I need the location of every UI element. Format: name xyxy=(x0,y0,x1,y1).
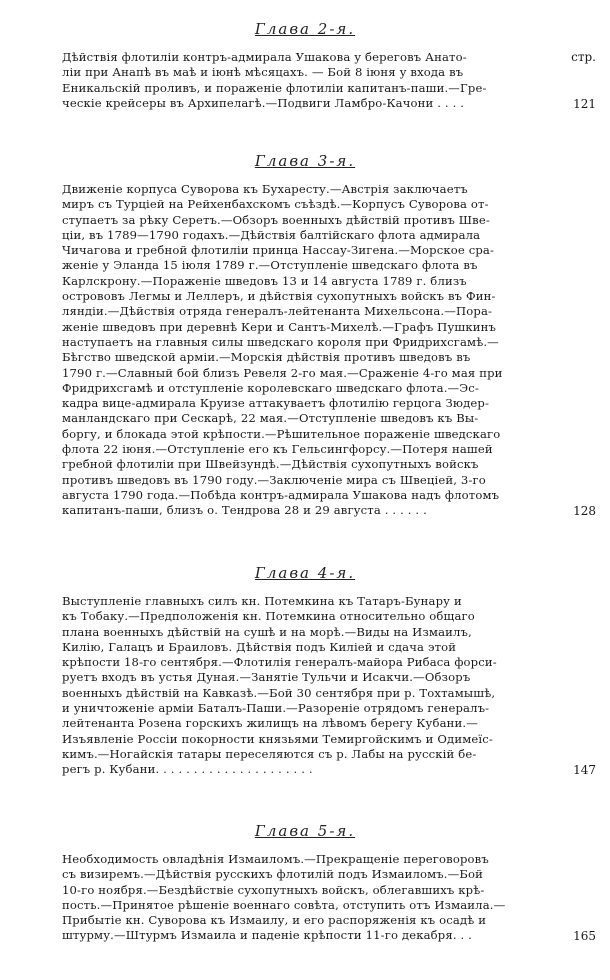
summary-line: манландскаго при Сескарѣ, 22 мая.—Отступленіе шведовъ къ Вы- xyxy=(62,411,479,426)
summary-line: военныхъ дѣйствій на Кавказѣ.—Бой 30 сентября при р. Тохтамышѣ, xyxy=(62,685,496,700)
page-number: 147 xyxy=(573,763,596,777)
summary-line: гребной флотиліи при Швейзундѣ.—Дѣйствія сухопутныхъ войскъ xyxy=(62,457,479,472)
summary-line: боргу, и блокада этой крѣпости.—Рѣшительное пораженіе шведскаго xyxy=(62,426,501,441)
summary-line: и уничтоженіе арміи Баталъ-Паши.—Разореніе отрядомъ генералъ- xyxy=(62,701,490,716)
summary-line: лейтенанта Розена горскихъ жилищъ на лѣвомъ берегу Кубани.— xyxy=(62,716,479,731)
chapter-3 xyxy=(0,152,610,519)
chapter-4 xyxy=(0,564,610,778)
summary-line: Выступленіе главныхъ силъ кн. Потемкина къ Татаръ-Бунару и xyxy=(62,594,462,608)
summary-line: крѣпости 18-го сентября.—Флотилія генералъ-майора Рибаса форси- xyxy=(62,655,497,670)
chapter-heading: Глава 2-я. xyxy=(254,20,356,38)
page-column-label: стр. xyxy=(571,50,596,64)
summary-line: женіе у Эланда 15 іюля 1789 г.—Отступленіе шведскаго флота въ xyxy=(62,258,478,273)
summary-line: руетъ входъ въ устья Дуная.—Занятіе Тульчи и Исакчи.—Обзоръ xyxy=(62,670,471,685)
summary-line: кимъ.—Ногайскія татары переселяются съ р. Лабы на русскій бе- xyxy=(62,746,477,761)
summary-line: штурму.—Штурмъ Измаила и паденіе крѣпости 11-го декабря. . . xyxy=(62,928,473,943)
summary-line: ліи при Анапѣ въ маѣ и іюнѣ мѣсяцахъ. — Бой 8 іюня у входа въ xyxy=(62,65,464,80)
summary-line: Движеніе корпуса Суворова къ Бухаресту.—Австрія заключаетъ xyxy=(62,182,468,196)
summary-line: Карлскрону.—Пораженіе шведовъ 13 и 14 августа 1789 г. близъ xyxy=(62,273,467,288)
chapter-summary xyxy=(0,50,610,111)
summary-line: регъ р. Кубани. . . . . . . . . . . . . . . . . . . . . xyxy=(62,762,313,777)
summary-line: съ визиремъ.—Дѣйствія русскихъ флотилій подъ Измаиломъ.—Бой xyxy=(62,867,484,882)
summary-text xyxy=(62,594,550,778)
summary-line: къ Тобаку.—Предположенія кн. Потемкина относительно общаго xyxy=(62,609,475,624)
summary-text xyxy=(62,852,550,944)
summary-line: ческіе крейсеры въ Архипелагѣ.—Подвиги Ламбро-Качони . . . . xyxy=(62,95,465,110)
summary-line: Прибытіе кн. Суворова къ Измаилу, и его распоряженія къ осадѣ и xyxy=(62,913,487,928)
chapter-summary xyxy=(0,594,610,778)
summary-line: Чичагова и гребной флотиліи принца Нассау-Зигена.—Морское сра- xyxy=(62,243,495,258)
summary-line: миръ съ Турціей на Рейхенбахскомъ съѣздѣ.—Корпусъ Суворова от- xyxy=(62,197,489,212)
summary-line: женіе шведовъ при деревнѣ Кери и Сантъ-Михелѣ.—Графъ Пушкинъ xyxy=(62,319,497,334)
summary-line: плана военныхъ дѣйствій на сушѣ и на морѣ.—Виды на Измаилъ, xyxy=(62,624,472,639)
summary-line: ціи, въ 1789—1790 годахъ.—Дѣйствія балтійскаго флота адмирала xyxy=(62,227,481,242)
summary-line: Фридрихсгамѣ и отступленіе королевскаго шведскаго флота.—Эс- xyxy=(62,380,480,395)
chapter-heading: Глава 3-я. xyxy=(254,152,356,170)
summary-line: Килію, Галацъ и Браиловъ. Дѣйствія подъ Киліей и сдача этой xyxy=(62,639,457,654)
summary-line: 10-го ноября.—Бездѣйствіе сухопутныхъ войскъ, облегавшихъ крѣ- xyxy=(62,882,485,897)
chapter-2 xyxy=(0,20,610,111)
summary-line: наступаетъ на главныя силы шведскаго короля при Фридрихсгамѣ.— xyxy=(62,334,499,349)
summary-line: пость.—Принятое рѣшеніе военнаго совѣта, отступить отъ Измаила.— xyxy=(62,897,506,912)
summary-line: ступаетъ за рѣку Серетъ.—Обзоръ военныхъ дѣйствій противъ Шве- xyxy=(62,212,490,227)
summary-text xyxy=(62,182,550,519)
chapter-5 xyxy=(0,822,610,944)
summary-line: августа 1790 года.—Побѣда контръ-адмирала Ушакова надъ флотомъ xyxy=(62,487,500,502)
summary-line: противъ шведовъ въ 1790 году.—Заключеніе мира съ Швеціей, 3-го xyxy=(62,472,486,487)
chapter-summary xyxy=(0,182,610,519)
summary-line: ляндіи.—Дѣйствія отряда генералъ-лейтенанта Михельсона.—Пора- xyxy=(62,304,493,319)
summary-line: Бѣгство шведской арміи.—Морскія дѣйствія противъ шведовъ въ xyxy=(62,350,471,365)
page-number: 121 xyxy=(573,97,596,111)
summary-line: Изъявленіе Россіи покорности князьями Темиргойскимъ и Одимеїс- xyxy=(62,731,493,746)
summary-line: 1790 г.—Славный бой близъ Ревеля 2-го мая.—Сраженіе 4-го мая при xyxy=(62,365,503,380)
page-number: 128 xyxy=(573,504,596,518)
summary-line: капитанъ-паши, близъ о. Тендрова 28 и 29 августа . . . . . . xyxy=(62,503,427,518)
page-number: 165 xyxy=(573,929,596,943)
summary-line: Дѣйствія флотиліи контръ-адмирала Ушакова у береговъ Анато- xyxy=(62,50,467,64)
summary-text xyxy=(62,50,550,111)
summary-line: Еникальскій проливъ, и пораженіе флотиліи капитанъ-паши.—Гре- xyxy=(62,80,487,95)
chapter-heading: Глава 4-я. xyxy=(254,564,356,582)
chapter-summary xyxy=(0,852,610,944)
summary-line: кадра вице-адмирала Круизе аттакуваетъ флотилію герцога Зюдер- xyxy=(62,396,490,411)
summary-line: острововъ Легмы и Леллеръ, и дѣйствія сухопутныхъ войскъ въ Фин- xyxy=(62,289,496,304)
summary-line: флота 22 іюня.—Отступленіе его къ Гельсингфорсу.—Потеря нашей xyxy=(62,442,493,457)
chapter-heading: Глава 5-я. xyxy=(254,822,356,840)
summary-line: Необходимость овладѣнія Измаиломъ.—Прекращеніе переговоровъ xyxy=(62,852,489,866)
